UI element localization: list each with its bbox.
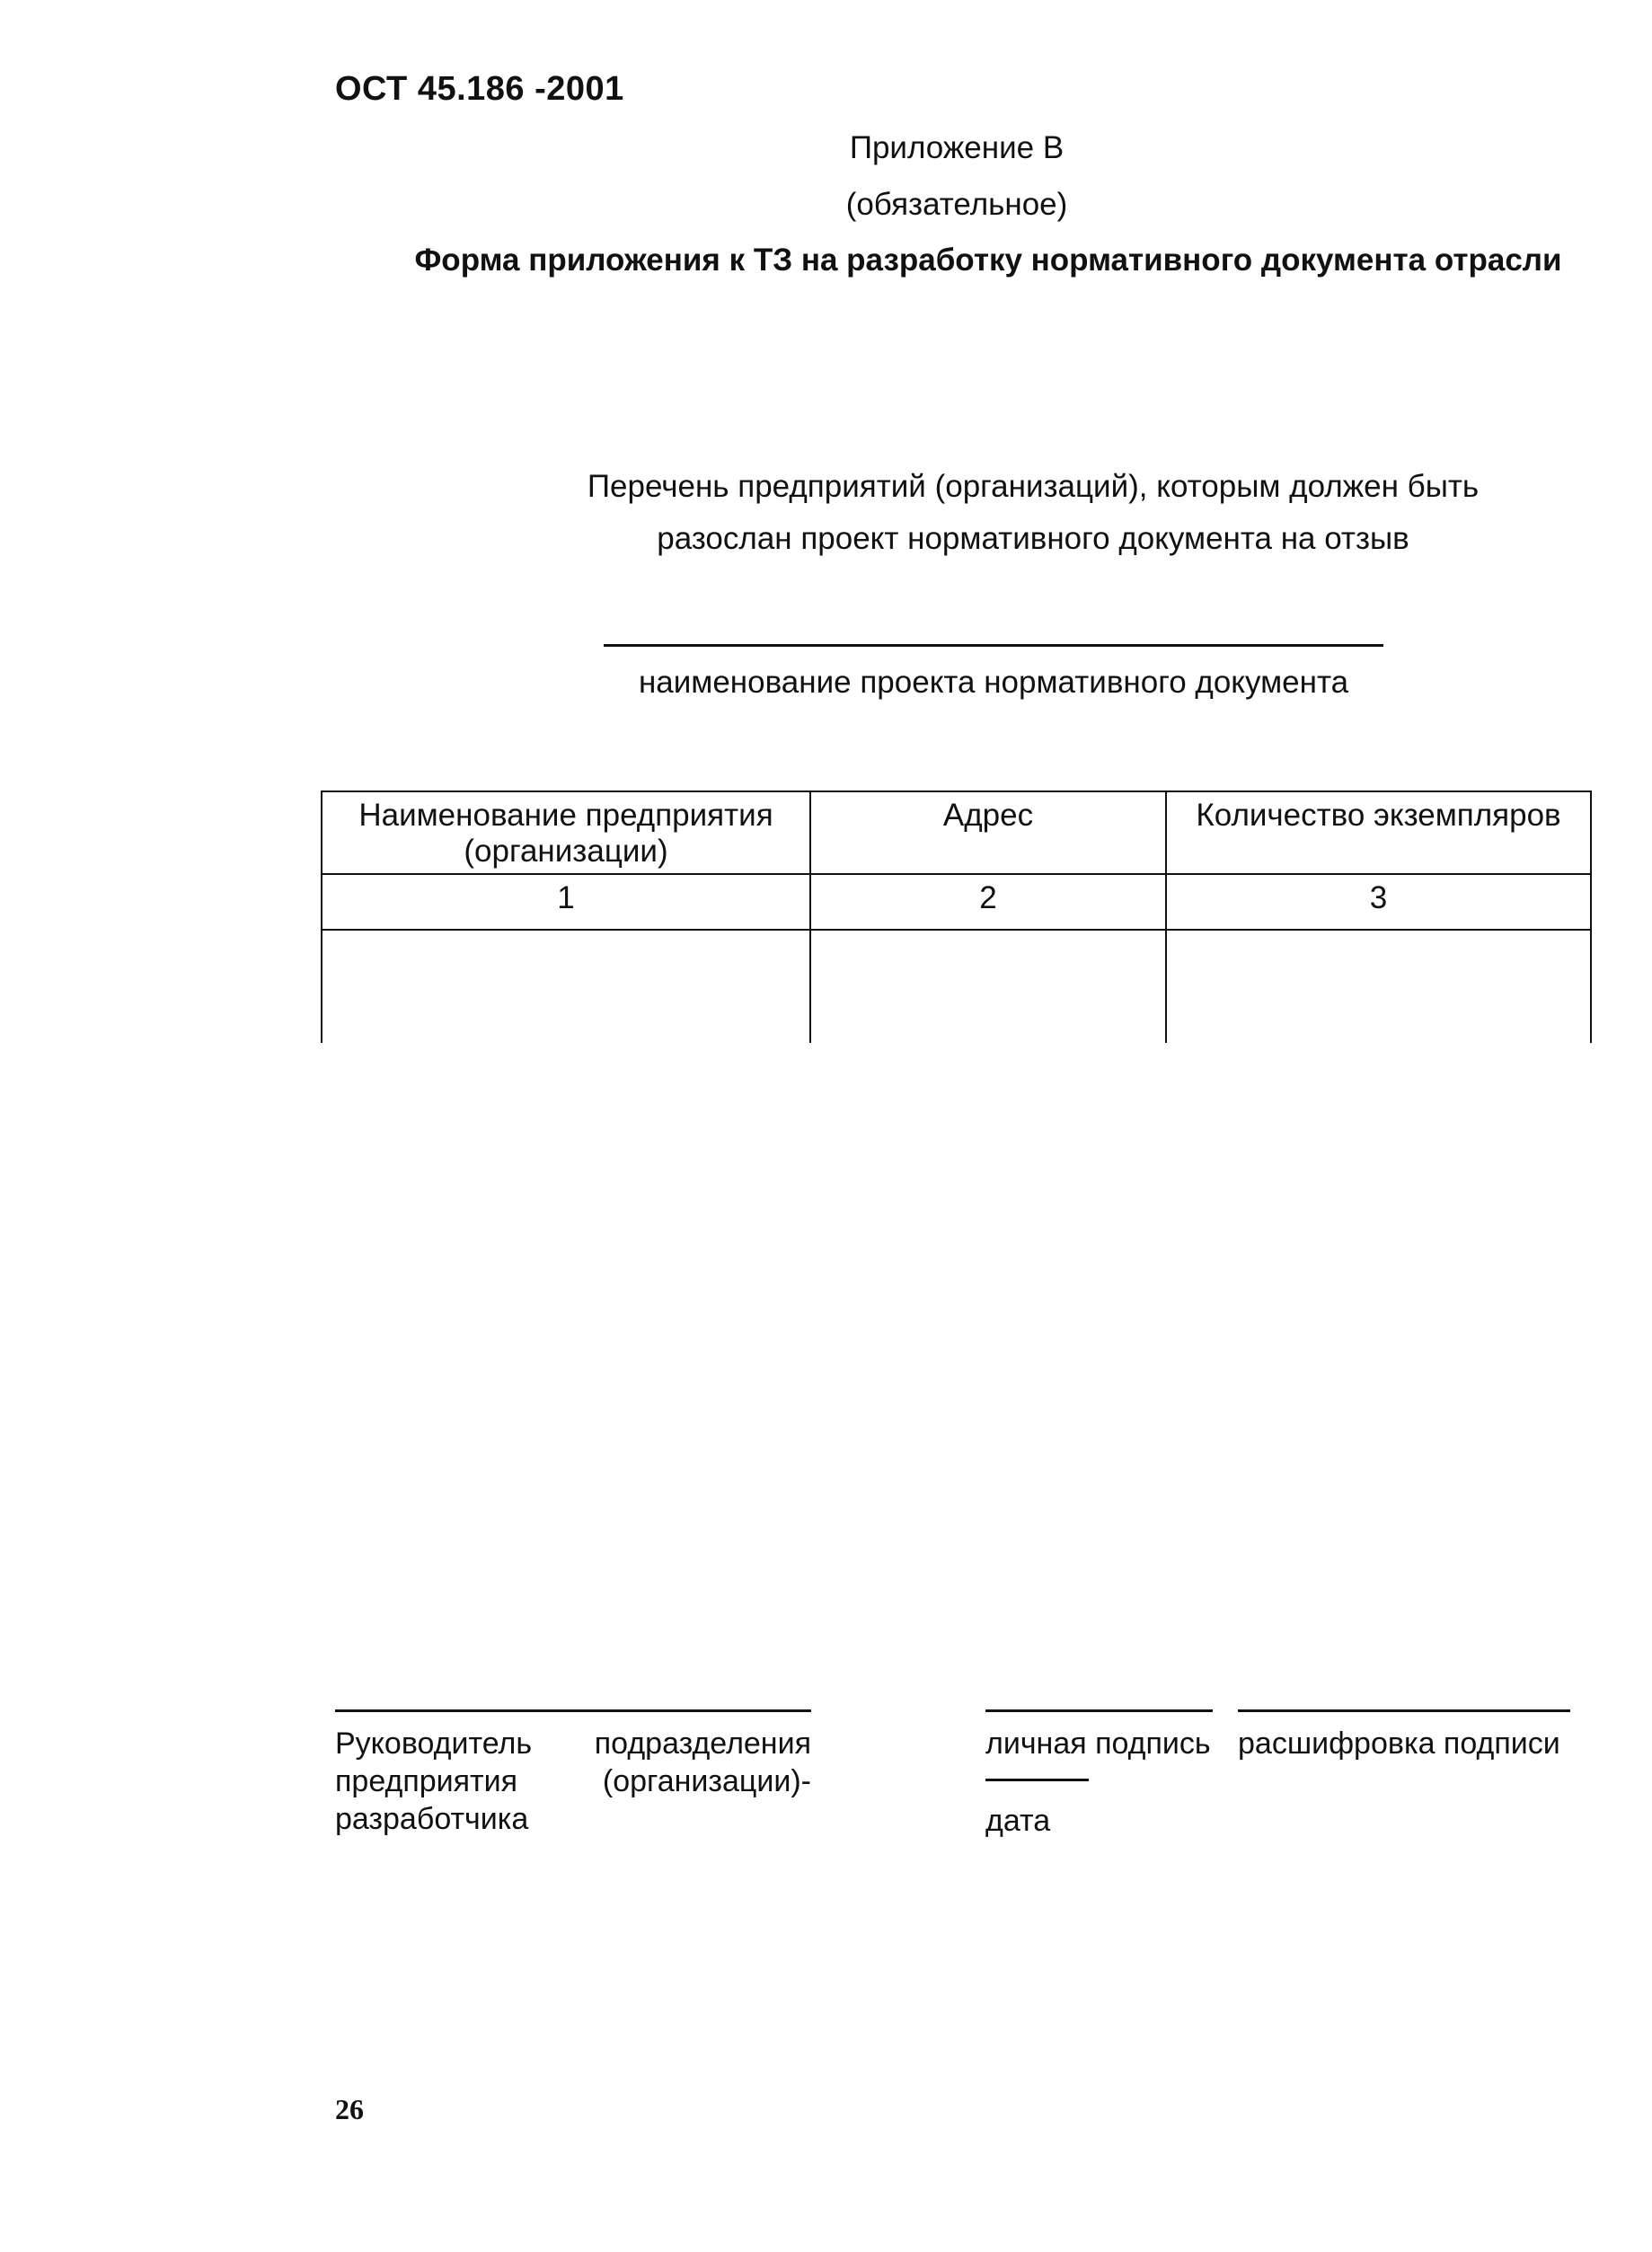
column-header-organization: Наименование предприятия (организации) bbox=[322, 791, 810, 874]
personal-signature-line bbox=[985, 1709, 1213, 1712]
document-code: ОСТ 45.186 -2001 bbox=[335, 70, 624, 108]
column-header-address: Адрес bbox=[810, 791, 1166, 874]
personal-signature-label: личная подпись bbox=[985, 1727, 1211, 1761]
column-header-copies: Количество экземпляров bbox=[1166, 791, 1591, 874]
column-number-1: 1 bbox=[322, 874, 810, 930]
column-number-3: 3 bbox=[1166, 874, 1591, 930]
form-title: Форма приложения к ТЗ на разработку нормативного документа отрасли bbox=[414, 243, 1562, 278]
date-label: дата bbox=[985, 1804, 1051, 1838]
table-row bbox=[322, 930, 1591, 1043]
table-cell-organization bbox=[322, 930, 810, 1043]
page-number: 26 bbox=[335, 2093, 364, 2125]
head-signature-line bbox=[335, 1709, 811, 1712]
table-cell-address bbox=[810, 930, 1166, 1043]
head-of-department-label: Руководитель подразделения предприятия (организации)-разработчика bbox=[335, 1727, 811, 1836]
distribution-table bbox=[321, 790, 1592, 1043]
list-title-line-2: разослан проект нормативного документа на отзыв bbox=[657, 521, 1409, 556]
appendix-status: (обязательное) bbox=[845, 187, 1068, 222]
table-number-row bbox=[322, 874, 1591, 930]
list-title-line-1: Перечень предприятий (организаций), которым должен быть bbox=[587, 469, 1480, 504]
signature-decode-line bbox=[1238, 1709, 1570, 1712]
appendix-title: Приложение В bbox=[849, 130, 1065, 165]
signature-decode-label: расшифровка подписи bbox=[1238, 1727, 1560, 1761]
document-name-line bbox=[604, 644, 1383, 647]
table-header-row bbox=[322, 791, 1591, 874]
column-number-2: 2 bbox=[810, 874, 1166, 930]
table-cell-copies bbox=[1166, 930, 1591, 1043]
document-name-caption: наименование проекта нормативного документа bbox=[638, 665, 1349, 700]
date-line bbox=[985, 1779, 1089, 1781]
